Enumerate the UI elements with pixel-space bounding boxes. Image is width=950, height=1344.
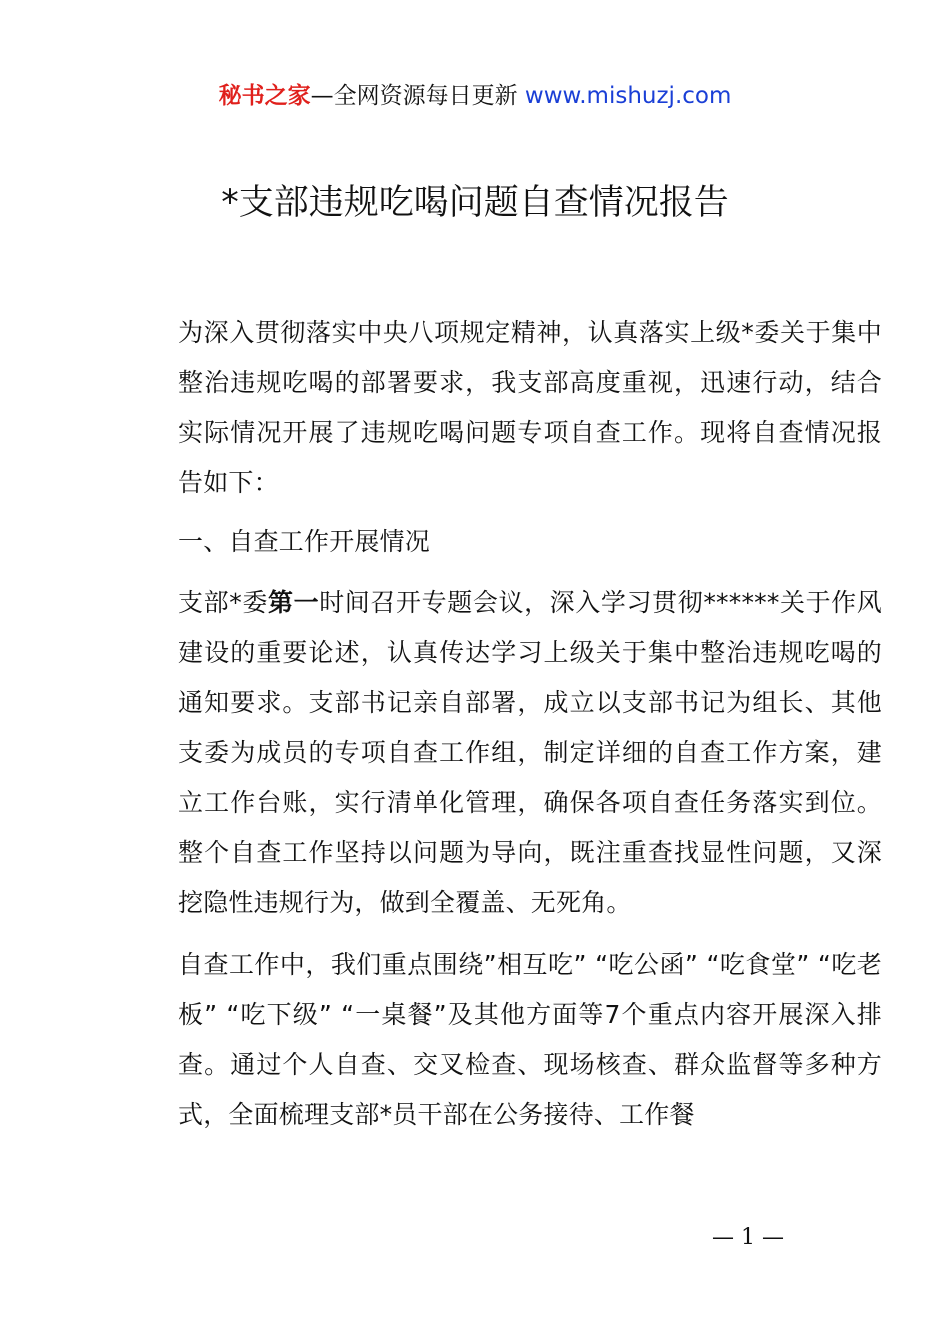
banner-slogan: —全网资源每日更新 xyxy=(310,83,525,109)
site-url-link[interactable]: www.mishuzj.com xyxy=(524,83,732,109)
intro-paragraph: 为深入贯彻落实中央八项规定精神，认真落实上级*委关于集中整治违规吃喝的部署要求，我支部高度重视，迅速行动，结合实际情况开展了违规吃喝问题专项自查工作。现将自查情况报告如下： xyxy=(178,318,882,497)
paragraph-text: 时间召开专题会议，深入学习贯彻******关于作风建设的重要论述，认真传达学习上级关于集中整治违规吃喝的通知要求。支部书记亲自部署，成立以支部书记为组长、其他支委为成员的专项自查工作组，制定详细的自查工作方案，建立工作台账，实行清单化管理，确保各项自查任务落实到位。整个自查工作坚持以问题为导向，既注重查找显性问题，又深挖隐性违规行为，做到全覆盖、无死角。 xyxy=(178,588,882,917)
bold-text: 第一 xyxy=(267,588,320,617)
brand-name: 秘书之家 xyxy=(218,83,311,109)
site-banner xyxy=(0,80,950,112)
paragraph-text: 支部*委 xyxy=(178,588,268,617)
section-1-paragraph-1 xyxy=(128,578,882,928)
section-heading-1: 一、自查工作开展情况 xyxy=(178,527,431,556)
page-number: — 1 — xyxy=(712,1225,784,1250)
section-1-paragraph-2: 自查工作中，我们重点围绕”相互吃” “吃公函” “吃食堂” “吃老板” “吃下级” “一桌餐”及其他方面等7个重点内容开展深入排查。通过个人自查、交叉检查、现场核查、群众监督等多种方式，全面梳理支部*员干部在公务接待、工作餐 xyxy=(178,950,882,1129)
document-title: *支部违规吃喝问题自查情况报告 xyxy=(221,183,729,223)
